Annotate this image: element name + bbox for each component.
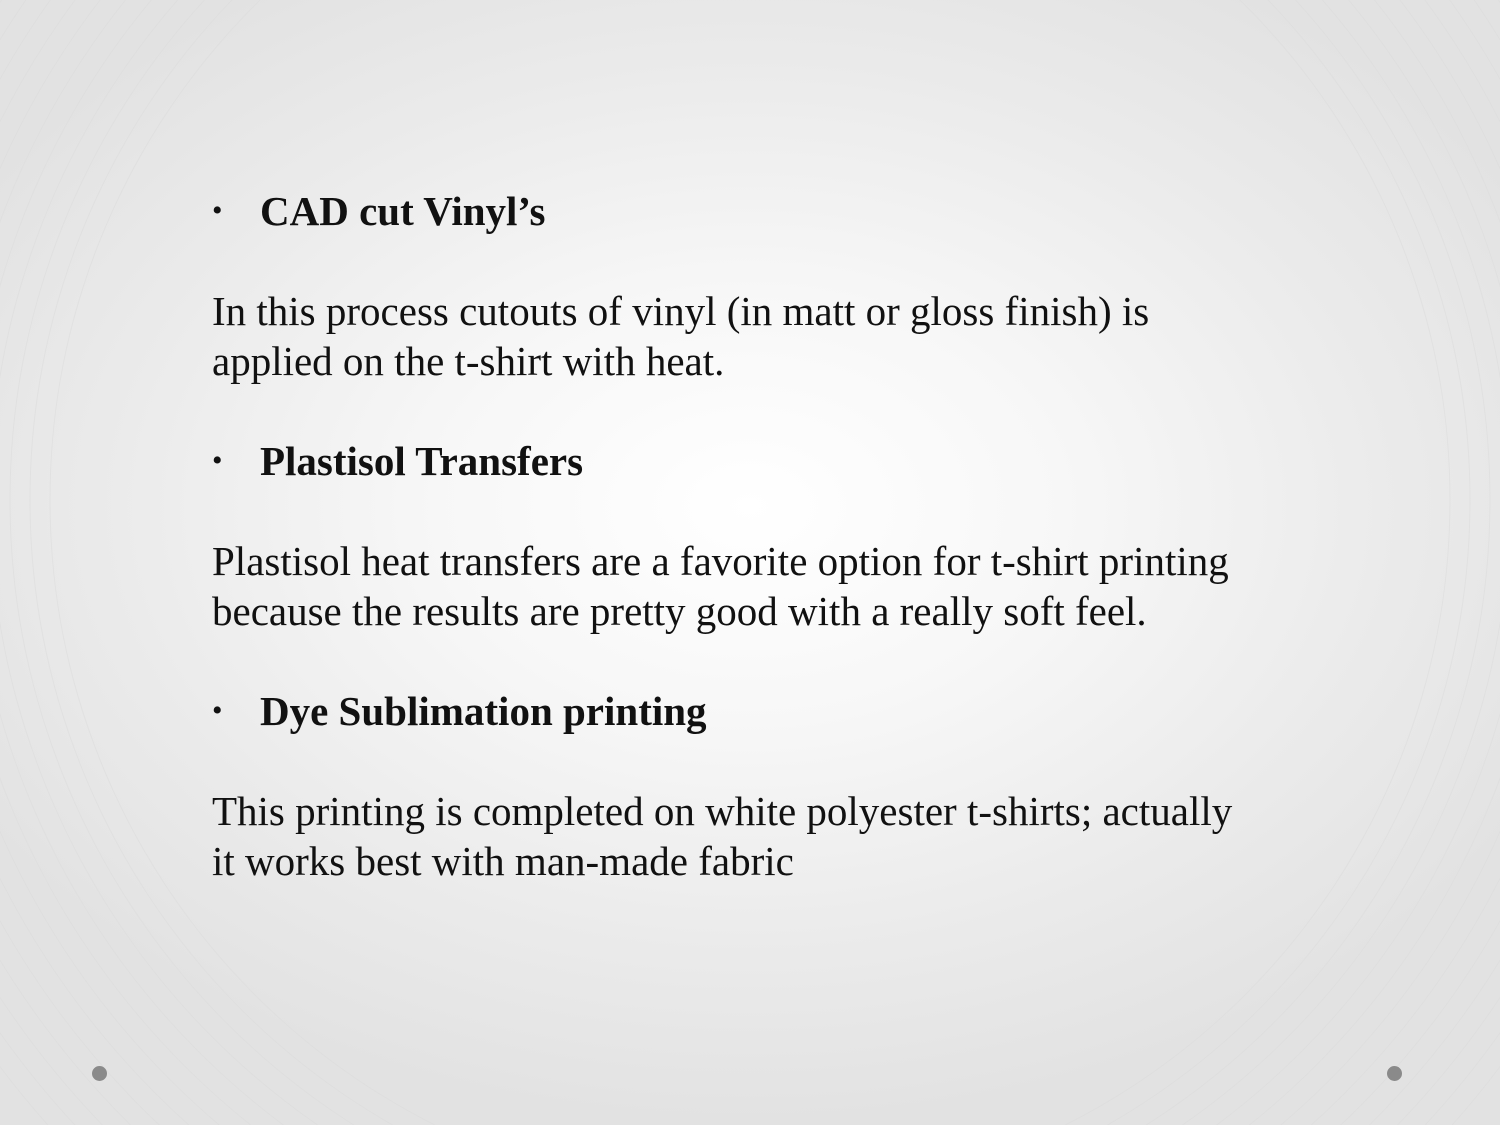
bullet-icon: •: [212, 444, 223, 477]
section-heading-cad-cut-vinyl: [212, 186, 1272, 236]
section-body-plastisol-transfers: Plastisol heat transfers are a favorite option for t-shirt printing because the results are pretty good with a really soft feel.: [212, 538, 1229, 634]
heading-text: Plastisol Transfers: [260, 438, 584, 484]
heading-text: Dye Sublimation printing: [260, 688, 707, 734]
section-body-dye-sublimation: This printing is completed on white polyester t-shirts; actually it works best with man-made fabric: [212, 788, 1233, 884]
bullet-icon: •: [212, 694, 223, 727]
corner-dot-right-decoration: [1387, 1066, 1402, 1081]
slide-content: [212, 186, 1272, 886]
bullet-icon: •: [212, 194, 223, 227]
corner-dot-left-decoration: [92, 1066, 107, 1081]
heading-text: CAD cut Vinyl’s: [260, 188, 546, 234]
section-heading-plastisol-transfers: [212, 436, 1272, 486]
section-body-cad-cut-vinyl: In this process cutouts of vinyl (in matt or gloss finish) is applied on the t-shirt with heat.: [212, 288, 1150, 384]
section-heading-dye-sublimation: [212, 686, 1272, 736]
